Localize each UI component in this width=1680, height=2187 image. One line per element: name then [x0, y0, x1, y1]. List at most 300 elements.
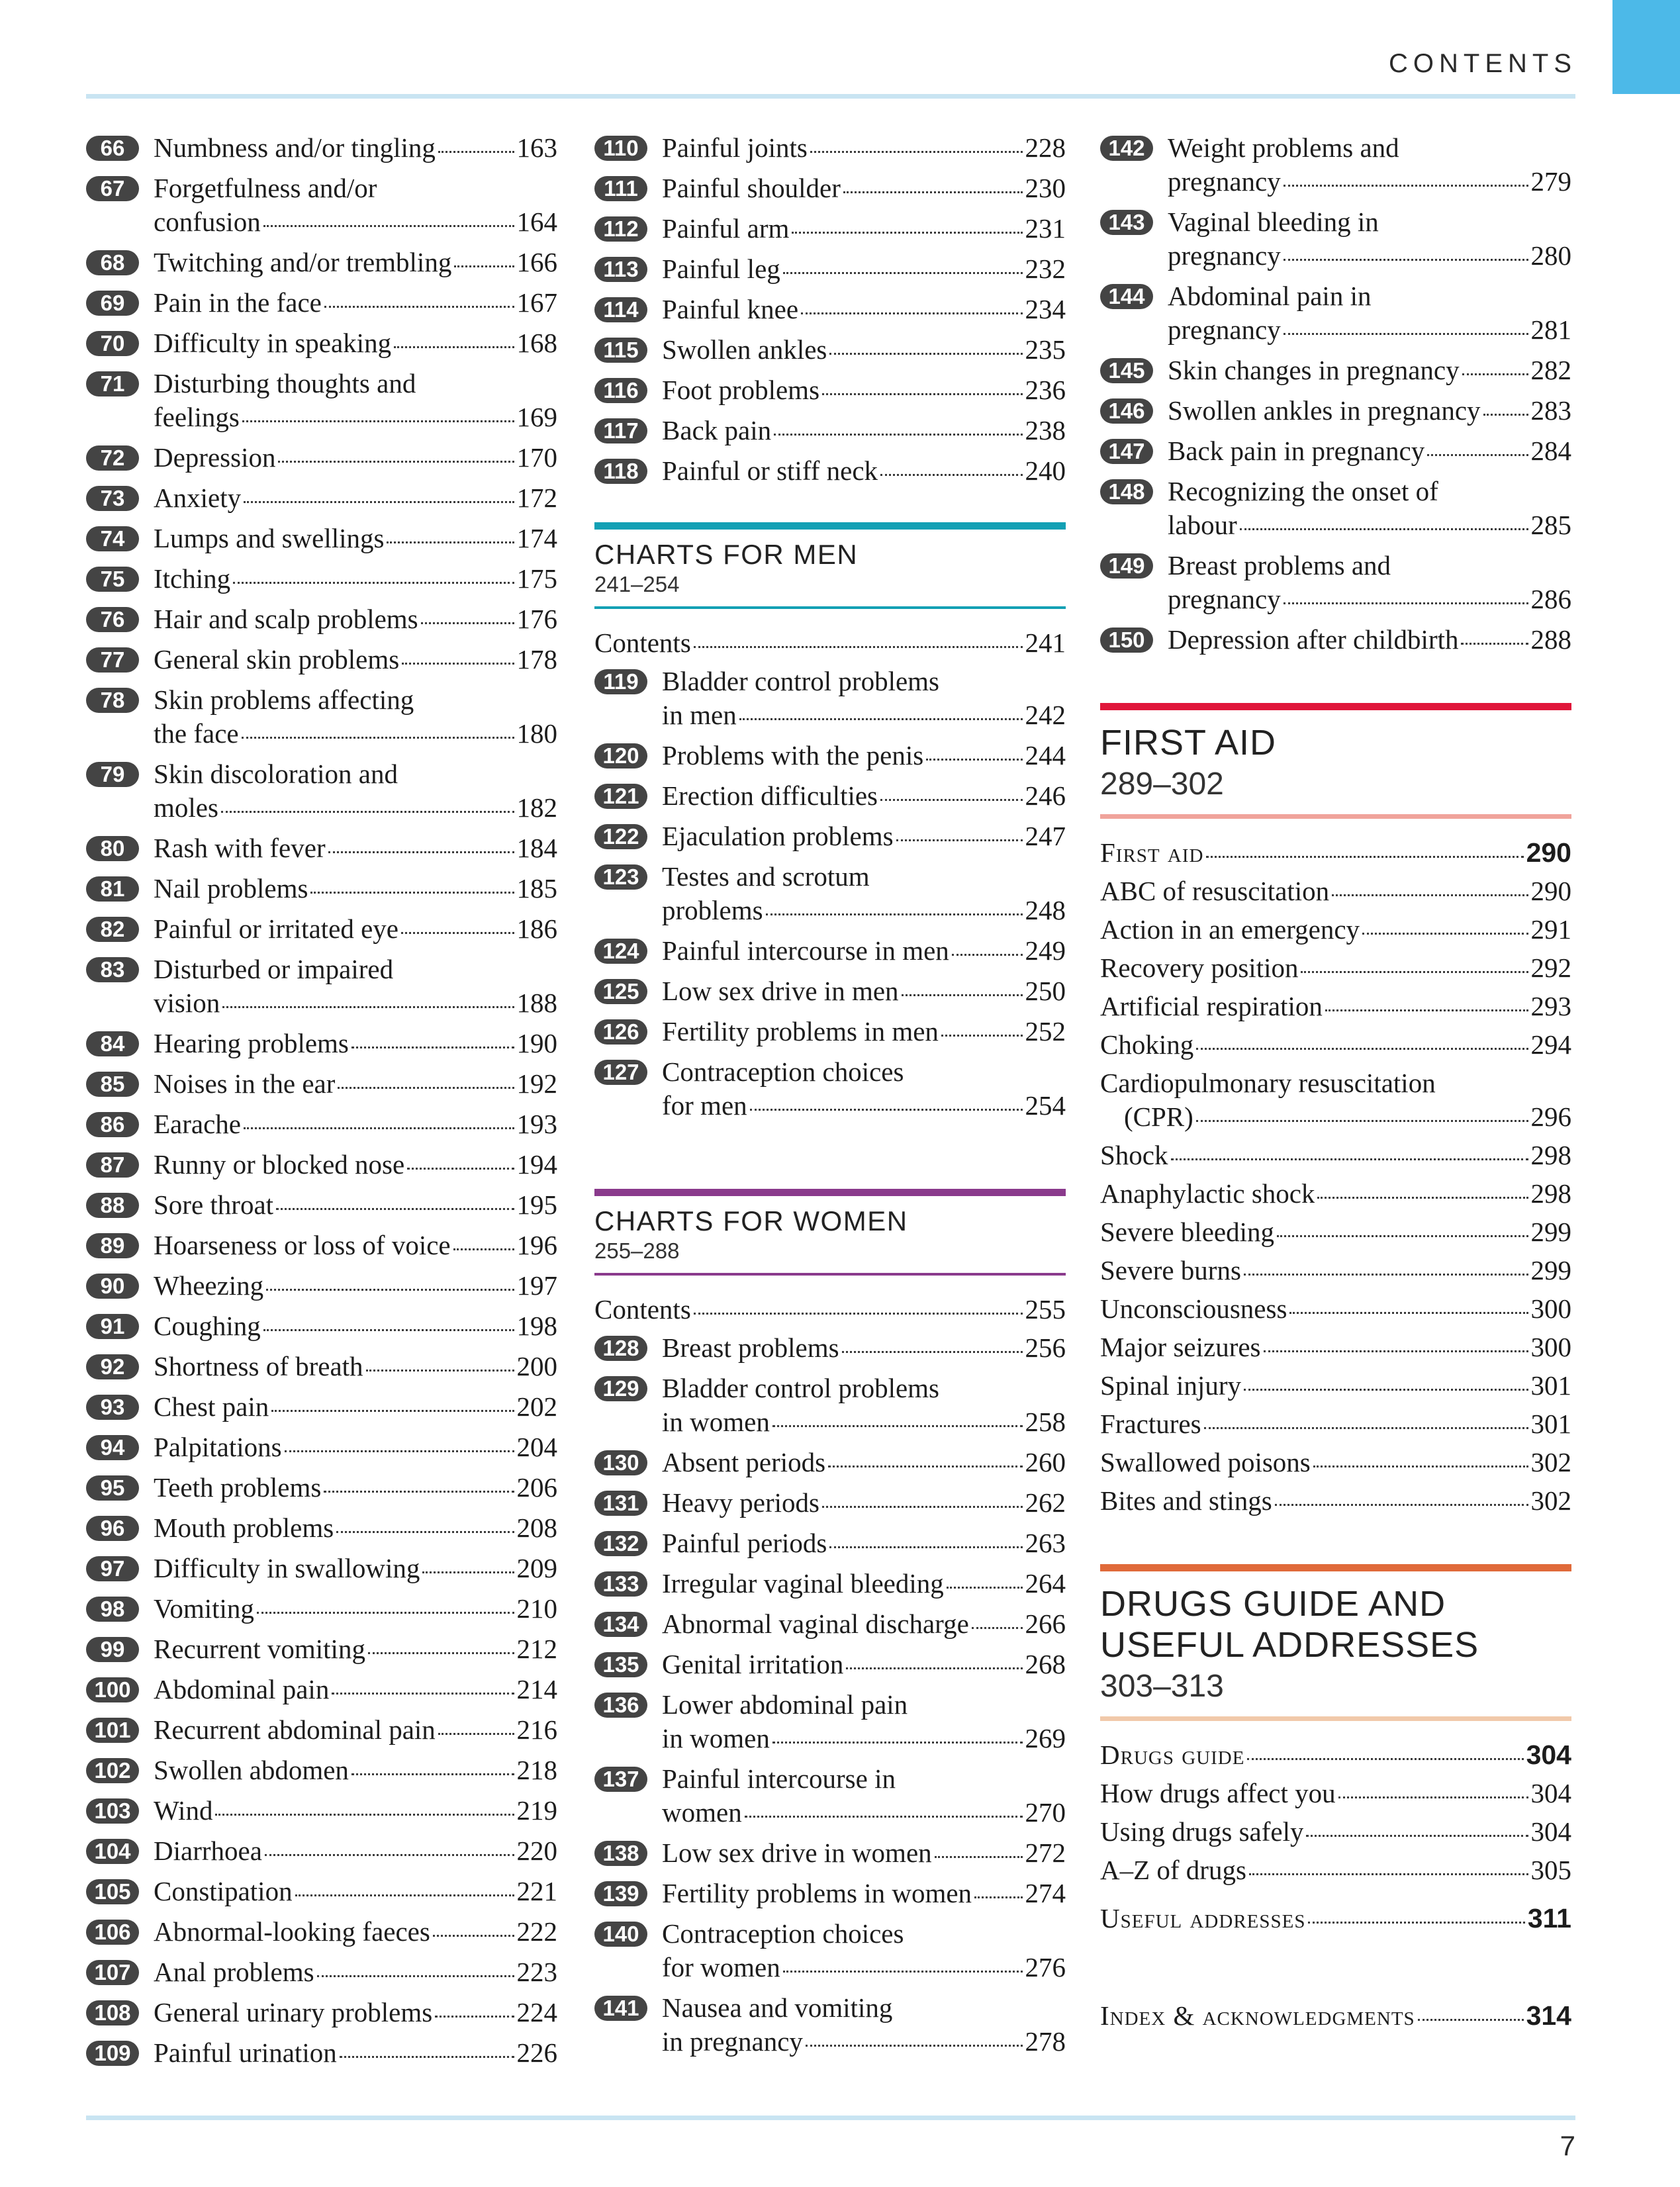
chart-entry[interactable]: [86, 246, 557, 279]
entry-title-line: Bladder control problems: [662, 666, 940, 696]
chart-number-badge: 119: [594, 669, 647, 694]
chart-entry[interactable]: [594, 171, 1066, 205]
entry-leader-line: [154, 602, 557, 636]
dot-leader: [1418, 2019, 1524, 2021]
chart-number-badge: 131: [594, 1491, 647, 1516]
dot-leader: [974, 1896, 1022, 1898]
entry-leader-line: [662, 1951, 1066, 1984]
entry-text: [662, 1015, 1066, 1048]
dot-leader: [783, 272, 1023, 274]
toc-item[interactable]: [1100, 951, 1571, 985]
chart-entry[interactable]: [86, 1107, 557, 1141]
entry-title-line: Earache: [154, 1109, 241, 1139]
entry-page: 184: [516, 833, 557, 863]
chart-entry[interactable]: [86, 171, 557, 239]
chart-entry[interactable]: [594, 1446, 1066, 1479]
entry-page: 254: [1025, 1090, 1066, 1121]
toc-item[interactable]: [1100, 1254, 1571, 1287]
chart-entry[interactable]: [594, 212, 1066, 246]
entry-title-line: Back pain in pregnancy: [1168, 436, 1425, 466]
chart-number-badge: 125: [594, 979, 647, 1004]
chart-entry[interactable]: [594, 373, 1066, 407]
chart-entry[interactable]: [86, 1955, 557, 1989]
entry-page: 232: [1025, 254, 1066, 284]
chart-entry[interactable]: [594, 934, 1066, 968]
entry-leader-line: [154, 1027, 557, 1060]
chart-entry[interactable]: [86, 1229, 557, 1262]
chart-entry[interactable]: [594, 414, 1066, 447]
entry-page: 288: [1530, 624, 1571, 655]
entry-text: [154, 1390, 557, 1424]
entry-leader-line: [154, 131, 557, 165]
entry-title-line: Swollen ankles: [662, 334, 827, 365]
chart-number-badge: 128: [594, 1336, 647, 1361]
dot-leader: [766, 913, 1023, 915]
chart-entry[interactable]: [86, 481, 557, 515]
chart-entry[interactable]: [594, 1526, 1066, 1560]
chart-entry[interactable]: [86, 131, 557, 165]
chart-entry[interactable]: [1100, 353, 1571, 387]
entry-title-line: Skin problems affecting: [154, 684, 414, 715]
chart-entry[interactable]: [594, 1991, 1066, 2059]
chart-entry[interactable]: [86, 562, 557, 596]
chart-entry[interactable]: [86, 1794, 557, 1828]
entry-text: [154, 1713, 557, 1747]
entry-title-line: Recurrent abdominal pain: [154, 1714, 436, 1745]
first-aid-section-rule: [1100, 814, 1571, 819]
entry-title-line: Wheezing: [154, 1270, 264, 1301]
entry-page: 174: [516, 523, 557, 553]
entry-page: 235: [1025, 334, 1066, 365]
dot-leader: [829, 353, 1022, 355]
entry-title-line: for men: [662, 1090, 747, 1121]
dot-leader: [801, 312, 1022, 314]
dot-leader: [271, 1410, 514, 1412]
entry-title-line: Depression: [154, 442, 276, 473]
drugs-guide-head-entry[interactable]: [1100, 1738, 1571, 1772]
entry-text: [154, 1996, 557, 2029]
chart-entry[interactable]: [86, 912, 557, 946]
entry-page: 298: [1530, 1178, 1571, 1209]
entry-leader-line: [154, 1067, 557, 1101]
chart-entry[interactable]: [594, 293, 1066, 326]
dot-leader: [276, 1208, 514, 1210]
chart-entry[interactable]: [86, 831, 557, 865]
chart-number-badge: 147: [1100, 439, 1153, 464]
chart-entry[interactable]: [594, 1486, 1066, 1520]
chart-number-badge: 133: [594, 1571, 647, 1597]
chart-entry[interactable]: [86, 286, 557, 320]
entry-leader-line: [154, 1107, 557, 1141]
chart-number-badge: 79: [86, 762, 139, 787]
entry-title-line: Painful leg: [662, 254, 780, 284]
entry-text: [154, 872, 557, 906]
entry-page: 172: [516, 483, 557, 513]
entry-page: 281: [1530, 314, 1571, 345]
chart-entry[interactable]: [1100, 549, 1571, 616]
dot-leader: [1338, 1796, 1528, 1798]
chart-number-badge: 75: [86, 567, 139, 592]
chart-number-badge: 68: [86, 250, 139, 275]
entry-text: [154, 1915, 557, 1949]
entry-page: 283: [1530, 395, 1571, 426]
chart-entry[interactable]: [86, 1430, 557, 1464]
entry-page: 270: [1025, 1797, 1066, 1828]
entry-leader-line: [662, 373, 1066, 407]
entry-title-line: feelings: [154, 402, 240, 432]
chart-number-badge: 74: [86, 526, 139, 551]
chart-entry[interactable]: [86, 1592, 557, 1626]
dot-leader: [407, 1168, 514, 1170]
chart-entry[interactable]: [86, 1027, 557, 1060]
dot-leader: [263, 1329, 514, 1331]
entry-page: 276: [1025, 1952, 1066, 1982]
chart-entry[interactable]: [594, 665, 1066, 732]
chart-entry[interactable]: [86, 1834, 557, 1868]
entry-page: 164: [516, 207, 557, 237]
entry-text: [662, 212, 1066, 246]
chart-entry[interactable]: [86, 2036, 557, 2070]
entry-page: 204: [516, 1432, 557, 1462]
useful-addresses-entry[interactable]: [1100, 1902, 1571, 1935]
chart-number-badge: 107: [86, 1960, 139, 1985]
chart-entry[interactable]: [1100, 434, 1571, 468]
entry-title-line: Hair and scalp problems: [154, 604, 418, 634]
entry-text: [1168, 131, 1571, 199]
chart-entry[interactable]: [86, 1632, 557, 1666]
dot-leader: [295, 1894, 514, 1896]
entry-page: 216: [516, 1714, 557, 1745]
entry-title-line: Mouth problems: [154, 1512, 334, 1543]
chart-entry[interactable]: [86, 643, 557, 676]
chart-entry[interactable]: [86, 1188, 557, 1222]
chart-number-badge: 87: [86, 1152, 139, 1178]
chart-entry[interactable]: [594, 974, 1066, 1008]
entry-leader-line: [662, 212, 1066, 246]
chart-entry[interactable]: [594, 819, 1066, 853]
dot-leader: [402, 663, 514, 665]
entry-title: Contents: [594, 1294, 691, 1325]
entry-title-line: Painful knee: [662, 294, 799, 324]
chart-entry[interactable]: [86, 367, 557, 434]
entry-title-line: Abdominal pain in: [1168, 281, 1372, 311]
toc-item[interactable]: [1100, 1777, 1571, 1810]
dot-leader: [1171, 1158, 1528, 1160]
toc-item[interactable]: [1100, 1853, 1571, 1887]
entry-title-line: Rash with fever: [154, 833, 326, 863]
entry-text: [1168, 434, 1571, 468]
dot-leader: [257, 1612, 514, 1614]
entry-leader-line: [662, 1486, 1066, 1520]
entry-title-line: in pregnancy: [662, 2026, 803, 2057]
dot-leader: [453, 1248, 514, 1250]
entry-text: [154, 1229, 557, 1262]
entry-leader-line: [154, 1996, 557, 2029]
toc-item[interactable]: [1100, 1028, 1571, 1062]
toc-item[interactable]: [1100, 1292, 1571, 1326]
chart-entry[interactable]: [86, 1350, 557, 1383]
chart-entry[interactable]: [86, 1309, 557, 1343]
dot-leader: [828, 1466, 1022, 1467]
chart-entry[interactable]: [1100, 131, 1571, 199]
entry-title-line: Foot problems: [662, 375, 820, 405]
entry-page: 304: [1530, 1816, 1571, 1847]
entry-text: [154, 1592, 557, 1626]
toc-item[interactable]: [1100, 1330, 1571, 1364]
entry-title-line: Genital irritation: [662, 1649, 844, 1679]
chart-entry[interactable]: [86, 757, 557, 825]
chart-entry[interactable]: [86, 953, 557, 1020]
toc-item[interactable]: [1100, 1407, 1571, 1441]
chart-entry[interactable]: [594, 860, 1066, 927]
chart-entry[interactable]: [86, 522, 557, 555]
entry-page: 228: [1025, 132, 1066, 163]
entry-page: 221: [516, 1876, 557, 1906]
entry-title-line: Testes and scrotum: [662, 861, 870, 892]
dot-leader: [772, 1742, 1023, 1744]
entry-leader-line: [154, 1552, 557, 1585]
chart-entry[interactable]: [594, 252, 1066, 286]
chart-entry[interactable]: [594, 739, 1066, 772]
chart-entry[interactable]: [86, 1713, 557, 1747]
entry-page: 302: [1530, 1485, 1571, 1516]
entry-text: [662, 333, 1066, 367]
entry-page: 296: [1530, 1101, 1571, 1132]
chart-number-badge: 144: [1100, 284, 1153, 309]
chart-entry[interactable]: [594, 1836, 1066, 1870]
chart-entry[interactable]: [86, 1471, 557, 1505]
entry-page: 242: [1025, 700, 1066, 730]
entry-title: Spinal injury: [1100, 1370, 1241, 1401]
chart-entry[interactable]: [594, 1015, 1066, 1048]
chart-entry[interactable]: [594, 1607, 1066, 1641]
entry-page: 208: [516, 1512, 557, 1543]
chart-entry[interactable]: [594, 1917, 1066, 1984]
entry-page: 314: [1526, 2000, 1571, 2031]
entry-page: 182: [516, 792, 557, 823]
chart-entry[interactable]: [594, 1688, 1066, 1755]
entry-title-line: Heavy periods: [662, 1487, 819, 1518]
toc-item[interactable]: [1100, 1369, 1571, 1403]
entry-title-line: Teeth problems: [154, 1472, 322, 1503]
toc-item[interactable]: [1100, 1139, 1571, 1172]
toc-item-line[interactable]: Cardiopulmonary resuscitation: [1100, 1068, 1436, 1098]
chart-entry[interactable]: [594, 1877, 1066, 1910]
entry-text: [662, 131, 1066, 165]
entry-text: [154, 757, 557, 825]
chart-number-badge: 115: [594, 338, 647, 363]
toc-item[interactable]: [1100, 1177, 1571, 1211]
entry-page: 294: [1530, 1029, 1571, 1060]
men-contents-entry[interactable]: [594, 626, 1066, 660]
chart-entry[interactable]: [594, 131, 1066, 165]
toc-item[interactable]: [1100, 913, 1571, 947]
entry-leader-line: [1168, 165, 1571, 199]
dot-leader: [351, 1047, 514, 1048]
chart-entry[interactable]: [86, 1915, 557, 1949]
chart-number-badge: 146: [1100, 398, 1153, 424]
entry-text: [662, 252, 1066, 286]
toc-item[interactable]: [1100, 1815, 1571, 1849]
entry-leader-line: [154, 717, 557, 751]
chart-entry[interactable]: [86, 1511, 557, 1545]
women-contents-entry[interactable]: [594, 1293, 1066, 1326]
chart-number-badge: 148: [1100, 479, 1153, 504]
dot-leader: [278, 461, 514, 463]
entry-page: 180: [516, 718, 557, 749]
page-header-title: CONTENTS: [1389, 49, 1577, 78]
entry-page: 222: [516, 1916, 557, 1947]
chart-number-badge: 123: [594, 864, 647, 890]
men-section-range: 241–254: [594, 572, 680, 596]
entry-leader-line: [154, 872, 557, 906]
entry-page: 166: [516, 247, 557, 277]
entry-title-line: General urinary problems: [154, 1997, 433, 2027]
entry-leader-line: [662, 1089, 1066, 1123]
entry-text: [154, 522, 557, 555]
entry-title-line: Abnormal vaginal discharge: [662, 1608, 969, 1639]
entry-title-line: Low sex drive in men: [662, 976, 899, 1006]
entry-text: [662, 1567, 1066, 1601]
chart-entry[interactable]: [86, 872, 557, 906]
chart-number-badge: 135: [594, 1652, 647, 1677]
chart-entry[interactable]: [86, 602, 557, 636]
entry-title-line: Painful arm: [662, 213, 790, 244]
entry-leader-line: [662, 1526, 1066, 1560]
dot-leader: [421, 622, 514, 624]
men-chart-list: [594, 665, 1066, 1123]
entry-leader-line: [662, 171, 1066, 205]
toc-item[interactable]: [1100, 1215, 1571, 1249]
entry-leader-line: [154, 1794, 557, 1828]
entry-title: Severe burns: [1100, 1255, 1241, 1285]
entry-text: [154, 683, 557, 751]
chart-entry[interactable]: [1100, 475, 1571, 542]
dot-leader: [328, 851, 514, 853]
dot-leader: [1283, 333, 1528, 335]
chart-number-badge: 91: [86, 1314, 139, 1339]
chart-entry[interactable]: [1100, 623, 1571, 657]
men-section-title: CHARTS FOR MEN: [594, 539, 859, 570]
first-aid-head-entry[interactable]: [1100, 836, 1571, 870]
entry-page: 218: [516, 1755, 557, 1785]
chart-number-badge: 110: [594, 136, 647, 161]
dot-leader: [222, 1006, 514, 1008]
entry-title-line: Difficulty in swallowing: [154, 1553, 420, 1583]
chart-number-badge: 71: [86, 371, 139, 396]
chart-entry[interactable]: [86, 1875, 557, 1908]
toc-item[interactable]: [1100, 1484, 1571, 1518]
dot-leader: [745, 1816, 1023, 1818]
entry-leader-line: [154, 1753, 557, 1787]
entry-page: 302: [1530, 1447, 1571, 1477]
entry-title-line: Skin changes in pregnancy: [1168, 355, 1460, 385]
chart-entry[interactable]: [594, 779, 1066, 813]
entry-text: [154, 1794, 557, 1828]
chart-number-badge: 130: [594, 1450, 647, 1475]
chart-entry[interactable]: [86, 326, 557, 360]
chart-entry[interactable]: [594, 1762, 1066, 1830]
chart-number-badge: 150: [1100, 628, 1153, 653]
entry-leader-line: [154, 1350, 557, 1383]
entry-page: 188: [516, 988, 557, 1018]
chart-entry[interactable]: [86, 1067, 557, 1101]
dot-leader: [233, 582, 514, 584]
dot-leader: [880, 474, 1022, 476]
chart-entry[interactable]: [86, 1996, 557, 2029]
entry-leader-line: [154, 1188, 557, 1222]
entry-leader-line: [1168, 353, 1571, 387]
entry-text: [662, 860, 1066, 927]
chart-entry[interactable]: [594, 1372, 1066, 1439]
entry-leader-line: [662, 252, 1066, 286]
chart-entry[interactable]: [594, 454, 1066, 488]
entry-leader-line: [154, 1390, 557, 1424]
toc-item[interactable]: [1100, 1446, 1571, 1479]
chart-entry[interactable]: [86, 1552, 557, 1585]
dot-leader: [324, 1491, 514, 1493]
chart-entry[interactable]: [594, 1648, 1066, 1681]
entry-text: [662, 1917, 1066, 1984]
women-section-title: CHARTS FOR WOMEN: [594, 1205, 908, 1236]
chart-entry[interactable]: [86, 1673, 557, 1706]
index-entry[interactable]: [1100, 1999, 1571, 2033]
entry-title-line: in women: [662, 1407, 770, 1437]
chart-entry[interactable]: [86, 1269, 557, 1303]
entry-leader-line: [154, 1309, 557, 1343]
entry-title: Bites and stings: [1100, 1485, 1272, 1516]
toc-item[interactable]: [1100, 874, 1571, 908]
entry-title-line: Ejaculation problems: [662, 821, 894, 851]
entry-title-line: Difficulty in speaking: [154, 328, 392, 358]
entry-leader-line: [662, 1648, 1066, 1681]
dot-leader: [772, 1425, 1023, 1427]
chart-entry[interactable]: [86, 683, 557, 751]
chart-number-badge: 84: [86, 1031, 139, 1056]
dot-leader: [1306, 1835, 1528, 1837]
entry-title-line: Pain in the face: [154, 287, 322, 318]
entry-text: [154, 831, 557, 865]
toc-item[interactable]: [1100, 990, 1571, 1023]
dot-leader: [244, 501, 514, 503]
chart-entry[interactable]: [594, 1055, 1066, 1123]
entry-page: 209: [516, 1553, 557, 1583]
dot-leader: [1206, 856, 1523, 858]
chart-entry[interactable]: [86, 1148, 557, 1182]
entry-text: [662, 454, 1066, 488]
entry-page: 262: [1025, 1487, 1066, 1518]
chart-entry[interactable]: [1100, 279, 1571, 347]
chart-entry[interactable]: [1100, 394, 1571, 428]
chart-entry[interactable]: [594, 333, 1066, 367]
chart-entry[interactable]: [86, 1390, 557, 1424]
entry-title: Choking: [1100, 1029, 1194, 1060]
chart-entry[interactable]: [86, 441, 557, 475]
chart-entry[interactable]: [1100, 205, 1571, 273]
chart-entry[interactable]: [594, 1567, 1066, 1601]
dot-leader: [401, 932, 514, 934]
entry-title-line: Sore throat: [154, 1189, 274, 1220]
toc-item[interactable]: [1100, 1100, 1571, 1134]
chart-entry[interactable]: [594, 1331, 1066, 1365]
chart-number-badge: 82: [86, 917, 139, 942]
dot-leader: [941, 1035, 1023, 1037]
section-drugs-guide: [1100, 1564, 1571, 2033]
entry-leader-line: [154, 1269, 557, 1303]
women-chart-list: [594, 1331, 1066, 2059]
chart-number-badge: 143: [1100, 210, 1153, 235]
chart-entry[interactable]: [86, 1753, 557, 1787]
